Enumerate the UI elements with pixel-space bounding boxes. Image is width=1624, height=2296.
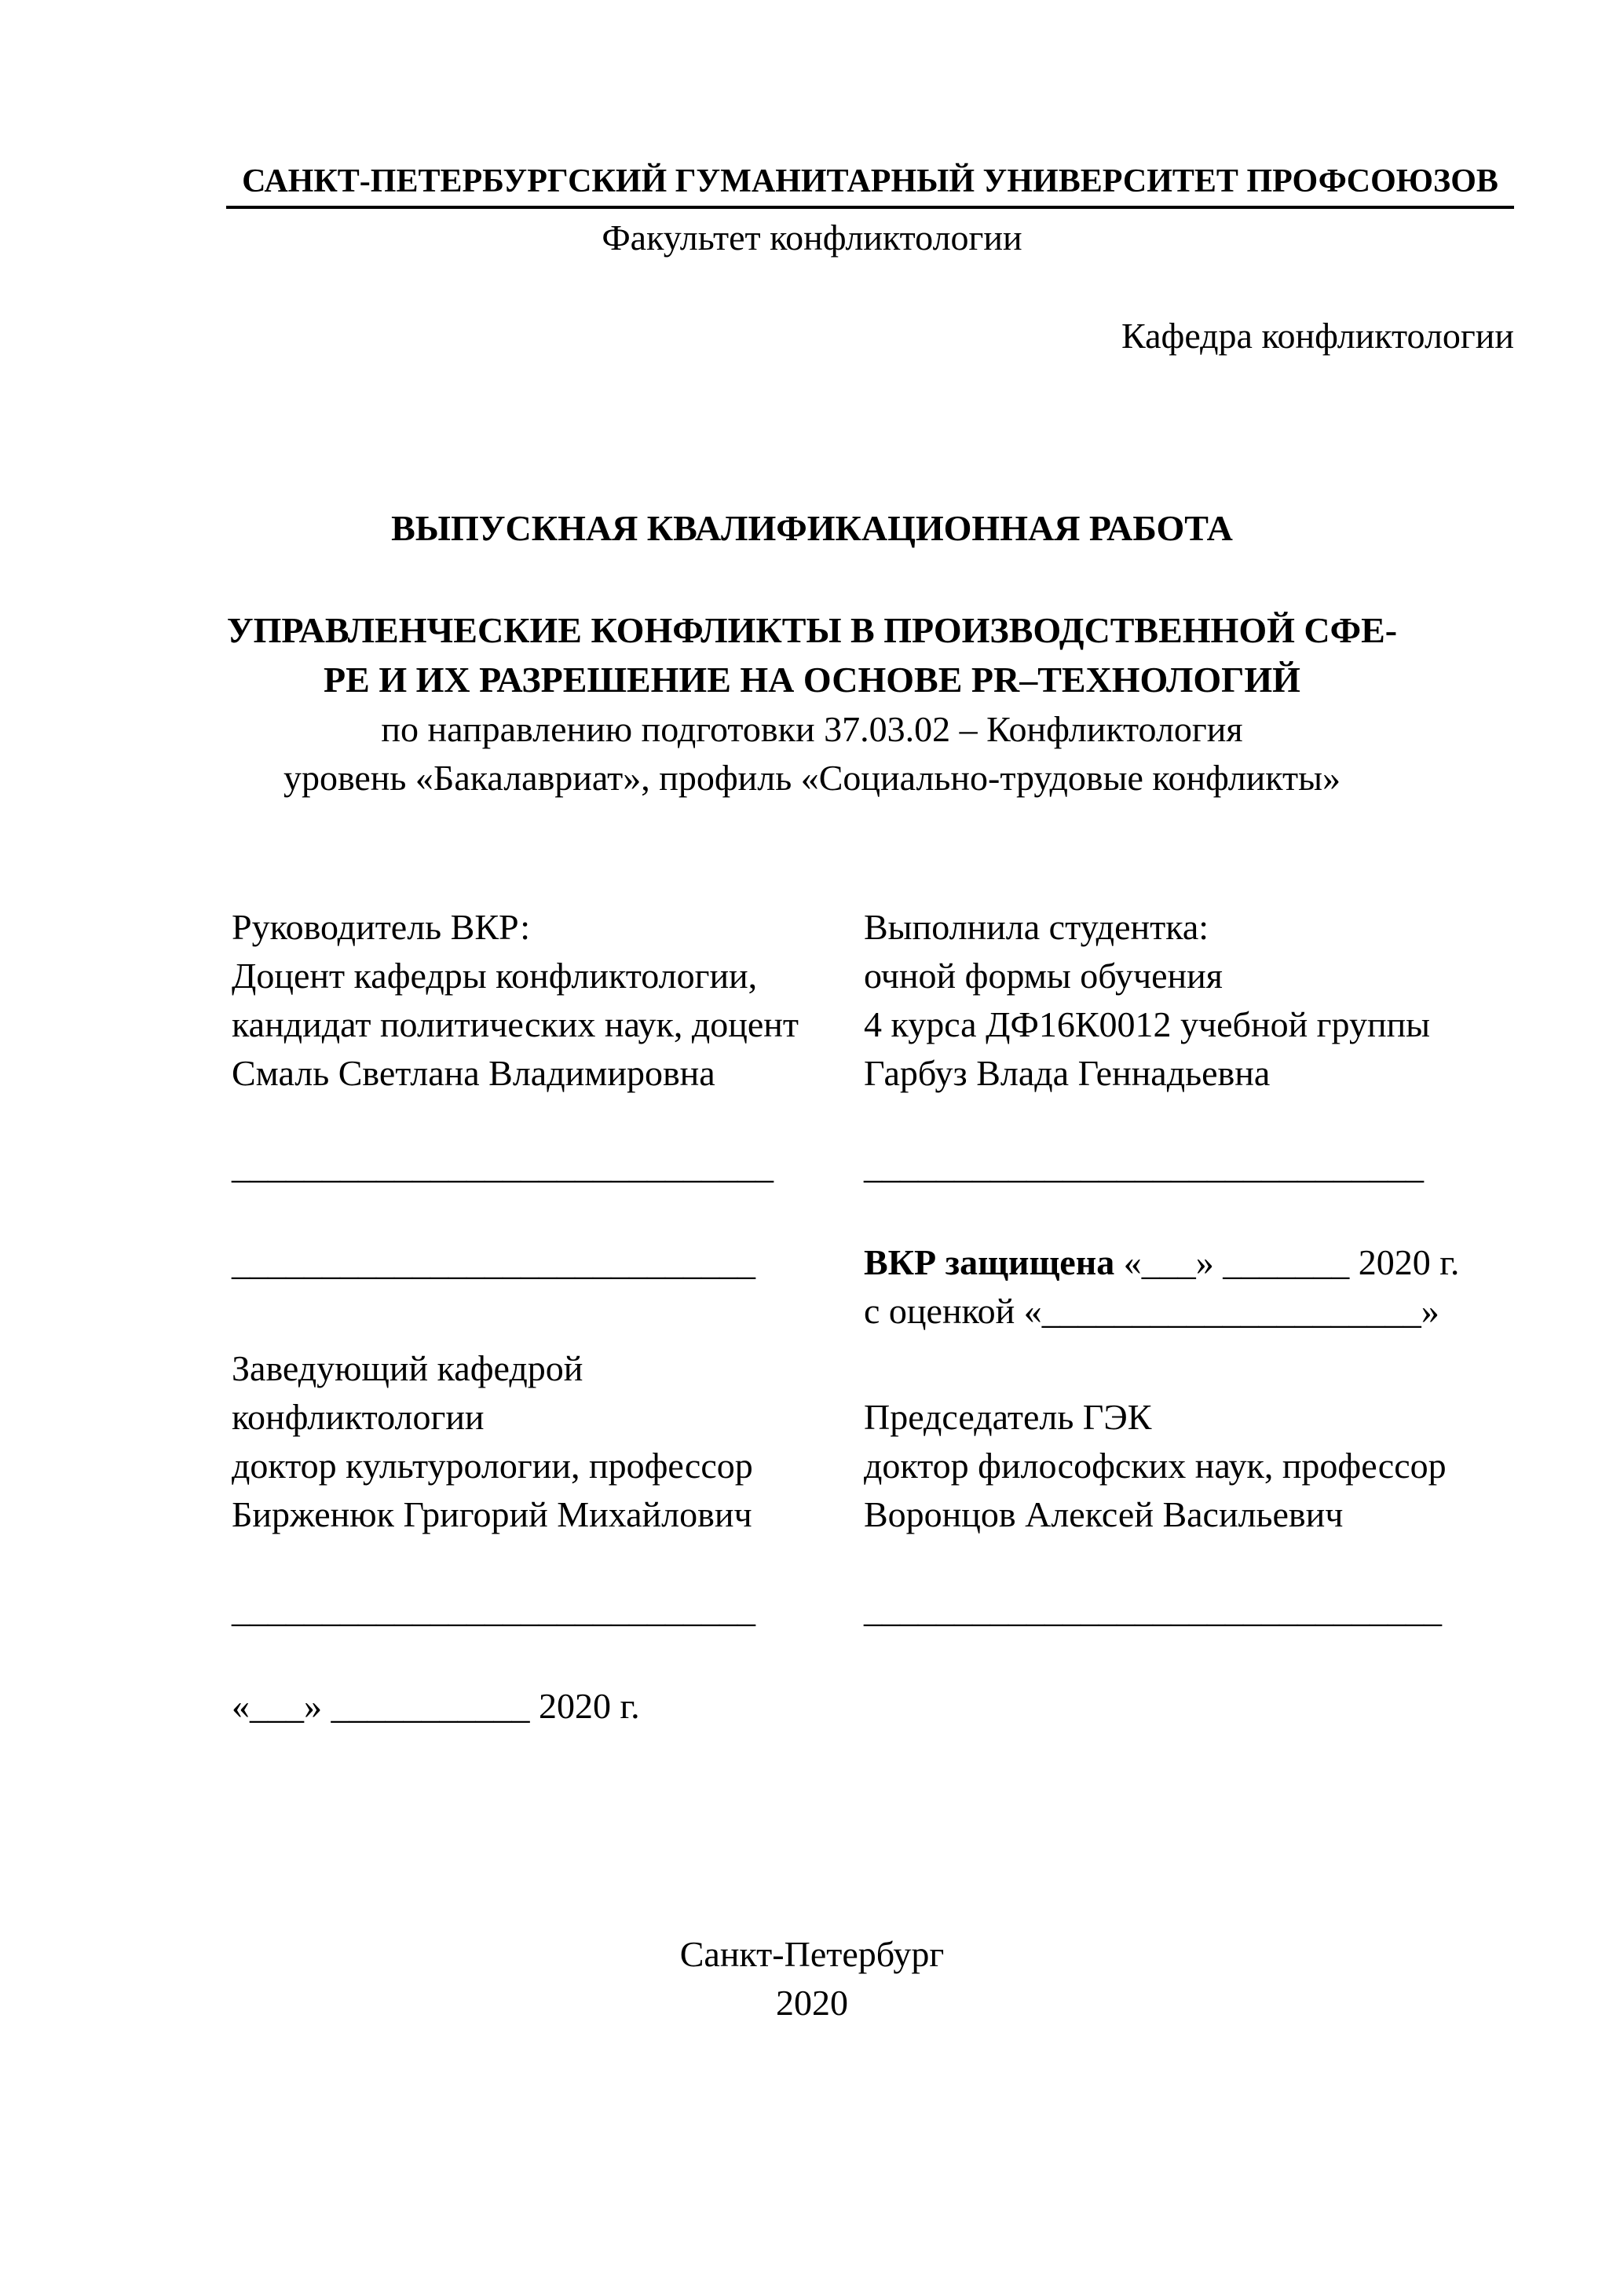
chairman-name: Воронцов Алексей Васильевич — [864, 1494, 1344, 1534]
head-degree: доктор культурологии, профессор — [232, 1446, 753, 1486]
study-direction: по направлению подготовки 37.03.02 – Конфликтология — [381, 709, 1243, 749]
supervisor-label: Руководитель ВКР: — [232, 907, 531, 947]
chairman-signature-line: ________________________________ — [864, 1589, 1442, 1629]
head-signature-date: «___» ___________ 2020 г. — [232, 1686, 640, 1726]
defense-grade: с оценкой «_____________________» — [864, 1291, 1439, 1331]
defense-date — [864, 1242, 1460, 1282]
supervisor-degree: кандидат политических наук, доцент — [232, 1004, 799, 1044]
student-name: Гарбуз Влада Геннадьевна — [864, 1053, 1271, 1093]
head-signature-line: _____________________________ — [232, 1589, 755, 1629]
supervisor-position: Доцент кафедры конфликтологии, — [232, 956, 758, 996]
head-name: Бирженюк Григорий Михайлович — [232, 1494, 752, 1534]
defense-date-blank: «___» _______ 2020 г. — [1114, 1242, 1460, 1282]
defense-label: ВКР защищена — [864, 1242, 1115, 1282]
footer-city: Санкт-Петербург — [679, 1934, 945, 1974]
topic-line-1: УПРАВЛЕНЧЕСКИЕ КОНФЛИКТЫ В ПРОИЗВОДСТВЕННОЙ СФЕ- — [226, 610, 1398, 650]
footer-year: 2020 — [776, 1983, 848, 2023]
student-signature-line: _______________________________ — [864, 1146, 1424, 1186]
student-group: 4 курса ДФ16К0012 учебной группы — [864, 1004, 1431, 1044]
department-name: Кафедра конфликтологии — [1121, 316, 1514, 356]
faculty-name: Факультет конфликтологии — [602, 218, 1022, 258]
supervisor-signature-line: ______________________________ — [232, 1146, 774, 1186]
student-study-form: очной формы обучения — [864, 956, 1223, 996]
chairman-degree: доктор философских наук, профессор — [864, 1446, 1447, 1486]
work-type: ВЫПУСКНАЯ КВАЛИФИКАЦИОННАЯ РАБОТА — [391, 508, 1233, 548]
topic-line-2: РЕ И ИХ РАЗРЕШЕНИЕ НА ОСНОВЕ PR–ТЕХНОЛОГИЙ — [324, 660, 1300, 700]
study-level: уровень «Бакалавриат», профиль «Социально-трудовые конфликты» — [283, 758, 1341, 798]
supervisor-name: Смаль Светлана Владимировна — [232, 1053, 715, 1093]
student-label: Выполнила студентка: — [864, 907, 1209, 947]
head-label-line-2: конфликтологии — [232, 1397, 485, 1437]
supervisor-date-line: _____________________________ — [232, 1242, 755, 1282]
university-name: САНКТ-ПЕТЕРБУРГСКИЙ ГУМАНИТАРНЫЙ УНИВЕРСИТЕТ ПРОФСОЮЗОВ — [242, 163, 1498, 199]
header-divider — [226, 206, 1514, 209]
chairman-label: Председатель ГЭК — [864, 1397, 1152, 1437]
head-label-line-1: Заведующий кафедрой — [232, 1348, 583, 1388]
